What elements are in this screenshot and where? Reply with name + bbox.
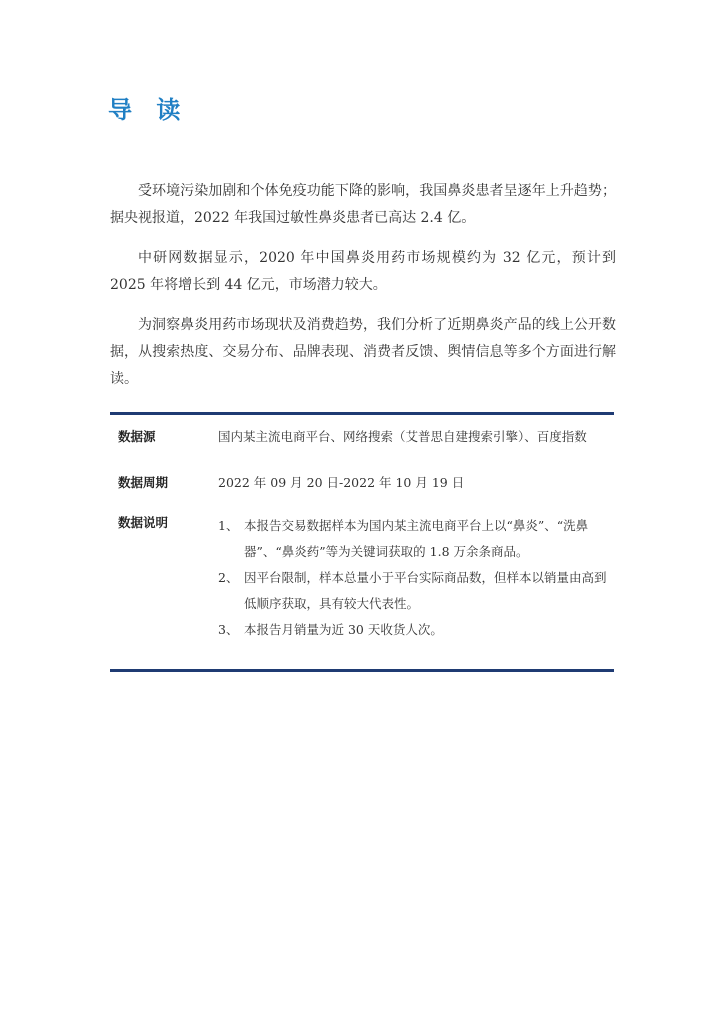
data-notes-value bbox=[218, 513, 614, 643]
note-text: 本报告月销量为近 30 天收货人次。 bbox=[244, 622, 443, 637]
note-text: 本报告交易数据样本为国内某主流电商平台上以“鼻炎”、“洗鼻器”、“鼻炎药”等为关键词获取的 1.8 万余条商品。 bbox=[244, 518, 589, 559]
data-period-row bbox=[110, 473, 614, 513]
note-item bbox=[218, 565, 614, 617]
note-number: 1、 bbox=[218, 518, 239, 533]
intro-paragraph: 为洞察鼻炎用药市场现状及消费趋势，我们分析了近期鼻炎产品的线上公开数据，从搜索热度、交易分布、品牌表现、消费者反馈、舆情信息等多个方面进行解读。 bbox=[110, 317, 616, 387]
intro-section bbox=[110, 178, 616, 406]
page-title: 导 读 bbox=[108, 96, 189, 124]
data-source-value: 国内某主流电商平台、网络搜索（艾普思自建搜索引擎）、百度指数 bbox=[218, 429, 587, 444]
data-info-table bbox=[110, 412, 614, 672]
intro-paragraph: 受环境污染加剧和个体免疫功能下降的影响，我国鼻炎患者呈逐年上升趋势；据央视报道，2022 年我国过敏性鼻炎患者已高达 2.4 亿。 bbox=[110, 183, 616, 226]
data-notes-label: 数据说明 bbox=[118, 515, 169, 530]
data-source-row bbox=[110, 427, 614, 473]
notes-list bbox=[218, 513, 614, 643]
data-notes-row bbox=[110, 513, 614, 643]
note-item bbox=[218, 513, 614, 565]
intro-paragraph: 中研网数据显示，2020 年中国鼻炎用药市场规模约为 32 亿元，预计到 2025 年将增长到 44 亿元，市场潜力较大。 bbox=[110, 250, 616, 293]
note-item bbox=[218, 617, 614, 643]
data-source-label: 数据源 bbox=[118, 429, 156, 444]
data-period-value: 2022 年 09 月 20 日-2022 年 10 月 19 日 bbox=[218, 475, 465, 490]
note-number: 2、 bbox=[218, 570, 239, 585]
note-text: 因平台限制，样本总量小于平台实际商品数，但样本以销量由高到低顺序获取，具有较大代表性。 bbox=[244, 570, 607, 611]
data-period-label: 数据周期 bbox=[118, 475, 169, 490]
note-number: 3、 bbox=[218, 622, 239, 637]
